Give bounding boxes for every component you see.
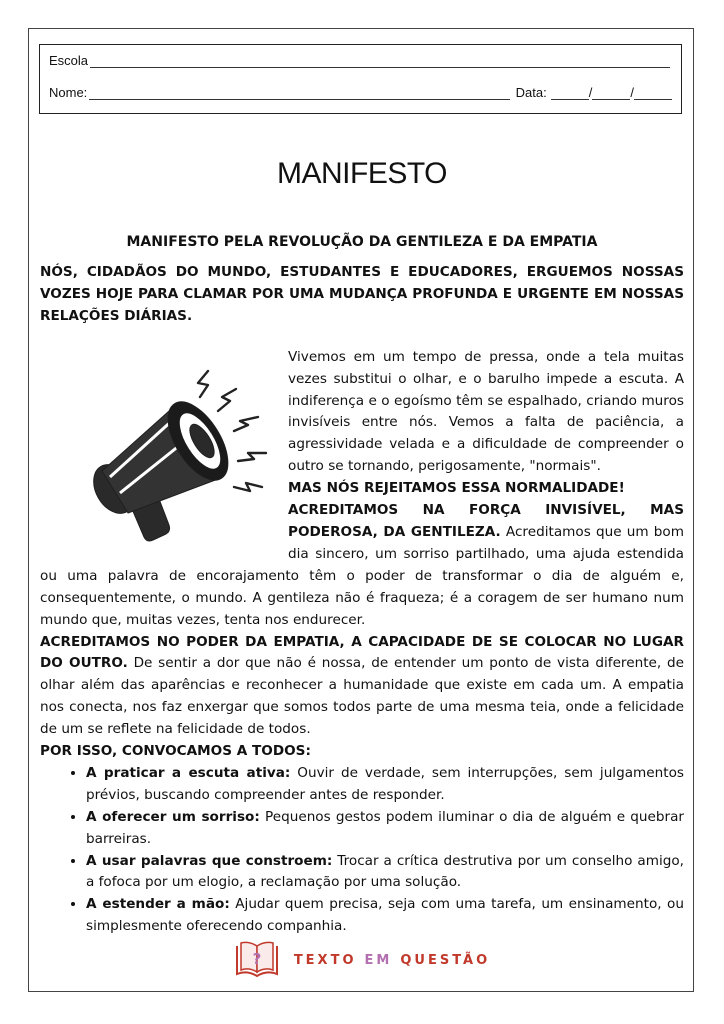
kindness-text: Acreditamos que um bom dia sincero, um sorriso partilhado, uma ajuda estendida ou uma palavra de encorajamento têm o poder de transformar o dia de alguém e, consequentemente, o mundo. A gentileza não é fraqueza; é a coragem de ser humano num mundo que, muitas vezes, tenta nos endurecer. <box>40 523 684 628</box>
date-label: Data: <box>515 85 547 100</box>
context-paragraph: Vivemos em um tempo de pressa, onde a tela muitas vezes substitui o olhar, e o barulho impede a escuta. A indiferença e o egoísmo têm se espalhado, criando muros invisíveis entre nós. Vemos a falta de paciência, a agressividade velada e a dificuldade de compreender o outro se tornando, perigosamente, "normais". <box>288 348 684 475</box>
call-text: Pequenos gestos podem iluminar o dia de alguém e quebrar barreiras. <box>86 808 684 847</box>
logo-word-em: EM <box>364 952 393 968</box>
call-label: A estender a mão: <box>86 896 230 913</box>
list-item <box>86 894 684 938</box>
empathy-text: De sentir a dor que não é nossa, de entender um ponto de vista diferente, de olhar além das aparências e reconhecer a humanidade que existe em cada um. A empatia nos conecta, nos faz enxergar que somos todos parte de uma mesma teia, onde a felicidade de um se reflete na felicidade de todos. <box>40 655 684 738</box>
call-text: Ouvir de verdade, sem interrupções, sem julgamentos prévios, buscando compreender antes de responder. <box>86 764 684 803</box>
logo-word-questao: QUESTÃO <box>400 952 491 968</box>
school-label: Escola <box>49 53 89 68</box>
call-text: Trocar a crítica destrutiva por um conselho amigo, a fofoca por um elogio, a reclamação por uma solução. <box>86 852 684 891</box>
manifesto-body <box>40 262 684 938</box>
logo-text <box>294 953 490 968</box>
name-label: Nome: <box>49 85 88 100</box>
book-question-icon <box>234 940 280 980</box>
kindness-heading: ACREDITAMOS NA FORÇA INVISÍVEL, MAS PODEROSA, DA GENTILEZA. <box>288 502 684 540</box>
student-info-box <box>39 44 682 114</box>
logo-mark: ? <box>252 950 262 968</box>
intro-paragraph: NÓS, CIDADÃOS DO MUNDO, ESTUDANTES E EDUCADORES, ERGUEMOS NOSSAS VOZES HOJE PARA CLAMAR POR UMA MUDANÇA PROFUNDA E URGENTE EM NOSSAS RELAÇÕES DIÁRIAS. <box>40 264 684 324</box>
list-item <box>86 807 684 851</box>
date-separator: / <box>588 85 593 100</box>
date-separator: / <box>630 85 634 100</box>
name-date-line <box>49 85 672 100</box>
call-label: A oferecer um sorriso: <box>86 808 260 825</box>
calls-list <box>40 763 684 938</box>
logo-word-texto: TEXTO <box>293 952 357 968</box>
megaphone-icon <box>40 367 284 553</box>
empathy-heading: ACREDITAMOS NO PODER DA EMPATIA, A CAPACIDADE DE SE COLOCAR NO LUGAR DO OUTRO. <box>40 633 684 672</box>
call-label: A praticar a escuta ativa: <box>86 764 291 781</box>
list-item <box>86 763 684 807</box>
school-line <box>49 53 672 68</box>
date-month-field[interactable] <box>592 87 630 100</box>
school-field[interactable] <box>90 55 670 68</box>
date-day-field[interactable] <box>551 87 589 100</box>
rejection-statement: MAS NÓS REJEITAMOS ESSA NORMALIDADE! <box>288 480 625 497</box>
name-field[interactable] <box>89 87 509 100</box>
page-title: MANIFESTO <box>277 157 447 190</box>
call-heading: POR ISSO, CONVOCAMOS A TODOS: <box>40 743 311 760</box>
call-label: A usar palavras que constroem: <box>86 852 333 869</box>
call-text: Ajudar quem precisa, seja com uma tarefa, um ensinamento, ou simplesmente oferecendo companhia. <box>86 896 684 935</box>
list-item <box>86 851 684 895</box>
empathy-paragraph <box>40 632 684 742</box>
date-year-field[interactable] <box>634 87 672 100</box>
footer-logo <box>0 940 724 980</box>
manifesto-subtitle: MANIFESTO PELA REVOLUÇÃO DA GENTILEZA E DA EMPATIA <box>126 234 598 250</box>
